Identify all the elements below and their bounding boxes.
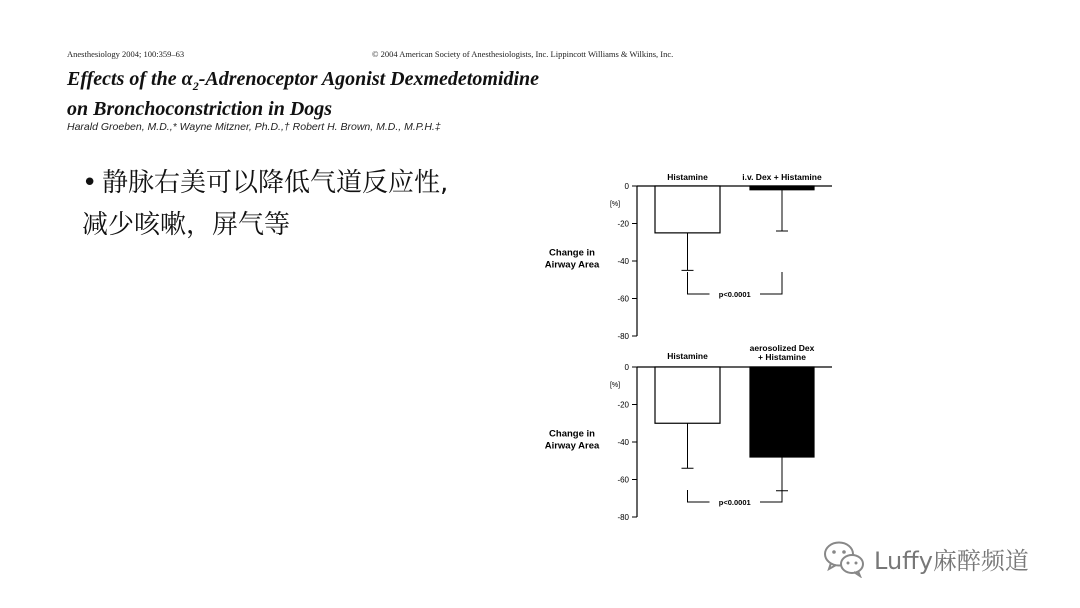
significance-bracket-left xyxy=(688,272,710,294)
y-tick-label: -80 xyxy=(617,332,629,341)
y-unit-label: [%] xyxy=(609,381,621,389)
bar xyxy=(750,367,814,457)
paper-title-subscript: 2 xyxy=(192,79,199,93)
bar xyxy=(655,186,720,233)
p-value-annotation: p<0.0001 xyxy=(718,290,751,299)
journal-copyright: © 2004 American Society of Anesthesiologists, Inc. Lippincott Williams & Wilkins, Inc. xyxy=(372,49,674,59)
category-label: aerosolized Dex xyxy=(749,343,815,353)
y-axis-label-line1: Change in xyxy=(549,428,595,440)
y-tick-label: -80 xyxy=(617,513,629,522)
paper-authors: Harald Groeben, M.D.,* Wayne Mitzner, Ph.D.,† Robert H. Brown, M.D., M.P.H.‡ xyxy=(67,121,441,133)
y-tick-label: -60 xyxy=(617,294,629,304)
paper-title-part1: Effects of the α xyxy=(67,68,193,90)
bar xyxy=(655,367,720,423)
category-label: + Histamine xyxy=(758,352,806,362)
wechat-icon xyxy=(822,538,866,578)
y-unit-label: [%] xyxy=(609,200,621,208)
y-tick-label: 0 xyxy=(624,363,629,372)
category-label: Histamine xyxy=(667,351,708,361)
journal-citation: Anesthesiology 2004; 100:359–63 xyxy=(67,49,185,59)
significance-bracket-right xyxy=(760,490,782,502)
y-tick-label: 0 xyxy=(624,182,629,191)
significance-bracket-left xyxy=(688,490,710,502)
y-tick-label: -40 xyxy=(617,438,629,447)
category-label: i.v. Dex + Histamine xyxy=(742,172,822,182)
bar xyxy=(750,186,814,190)
paper-title-part2: -Adrenoceptor Agonist Dexmedetomidine xyxy=(198,68,540,90)
bullet-dot: • xyxy=(82,168,98,198)
y-tick-label: -40 xyxy=(617,257,629,266)
p-value-annotation: p<0.0001 xyxy=(718,498,751,507)
watermark xyxy=(822,537,1029,579)
significance-bracket-right xyxy=(760,272,782,294)
category-label: Histamine xyxy=(667,172,708,182)
y-tick-label: -20 xyxy=(617,219,629,229)
paper-title-line2: on Bronchoconstriction in Dogs xyxy=(67,98,333,120)
y-axis-label-line1: Change in xyxy=(549,247,595,259)
y-tick-label: -20 xyxy=(617,400,629,410)
watermark-text: Luffy麻醉频道 xyxy=(874,546,1029,575)
y-axis-label-line2: Airway Area xyxy=(544,259,600,271)
bullet-line1: 静脉右美可以降低气道反应性, xyxy=(102,168,449,198)
y-tick-label: -60 xyxy=(617,475,629,485)
bullet-line2: 减少咳嗽，屏气等 xyxy=(82,210,291,240)
y-axis-label-line2: Airway Area xyxy=(544,440,600,452)
